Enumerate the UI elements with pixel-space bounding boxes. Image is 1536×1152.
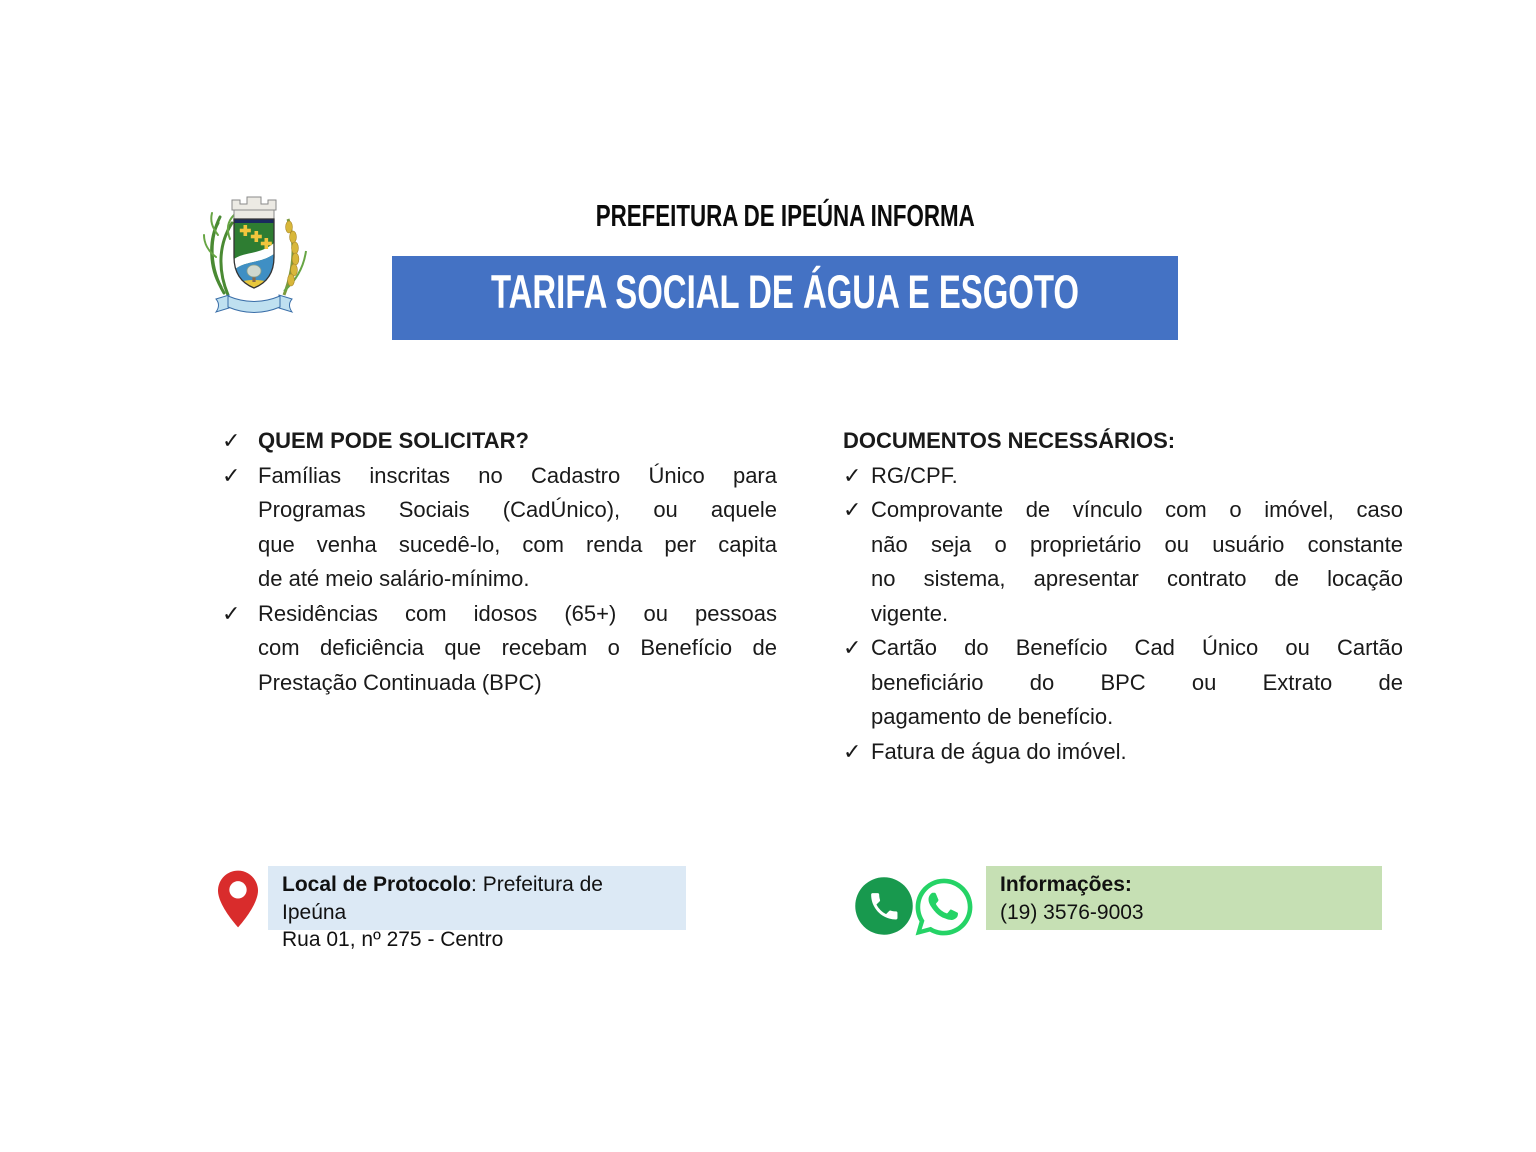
protocol-address: Rua 01, nº 275 - Centro: [282, 928, 504, 951]
column-required-documents: [843, 424, 1403, 769]
text-line: Programas Sociais (CadÚnico), ou aquele: [258, 497, 777, 522]
page-title: TARIFA SOCIAL DE ÁGUA E ESGOTO: [491, 264, 1079, 318]
text-line: Prestação Continuada (BPC): [258, 669, 542, 695]
list-item: [843, 631, 1403, 735]
text-line: Cartão do Benefício Cad Único ou Cartão: [871, 635, 1403, 660]
text-line: com deficiência que recebam o Benefício de: [258, 635, 777, 660]
city-coat-of-arms-logo: [188, 193, 320, 325]
section-title-left: QUEM PODE SOLICITAR?: [258, 428, 529, 453]
phone-icon: [854, 876, 914, 936]
section-title-right: DOCUMENTOS NECESSÁRIOS:: [843, 428, 1176, 453]
list-item-text: [871, 735, 1403, 770]
header-motto: PREFEITURA DE IPEÚNA INFORMA: [595, 198, 975, 233]
text-line: Famílias inscritas no Cadastro Único para: [258, 462, 777, 488]
list-item-text: [871, 459, 1403, 494]
check-icon: ✓: [843, 497, 862, 522]
list-item-text: [871, 631, 1403, 735]
text-line: Residências com idosos (65+) ou pessoas: [258, 600, 777, 626]
list-item-text: [871, 493, 1403, 631]
list-item-text: [258, 597, 777, 701]
check-icon: ✓: [843, 462, 862, 488]
list-item: [222, 597, 777, 701]
check-icon: ✓: [843, 738, 862, 764]
text-line: no sistema, apresentar contrato de locação: [871, 566, 1403, 591]
check-icon: ✓: [222, 600, 241, 626]
info-label: Informações:: [1000, 873, 1132, 896]
information-box: [986, 866, 1382, 930]
text-line: RG/CPF.: [871, 462, 958, 488]
whatsapp-icon: [913, 876, 975, 938]
info-phone-number: (19) 3576-9003: [1000, 900, 1144, 924]
text-line: que venha sucedê-lo, com renda per capita: [258, 531, 777, 557]
header-motto-row: [392, 198, 1178, 234]
check-icon: ✓: [843, 635, 862, 660]
text-line: Comprovante de vínculo com o imóvel, caso: [871, 497, 1403, 522]
list-item: [843, 459, 1403, 494]
list-item: [843, 493, 1403, 631]
location-pin-icon: [218, 870, 258, 928]
list-item: [843, 735, 1403, 770]
protocol-label: Local de Protocolo: [282, 873, 472, 896]
check-icon: ✓: [222, 462, 241, 488]
protocol-line: [282, 871, 672, 926]
list-item: [222, 424, 777, 459]
list-item-text: [258, 459, 777, 597]
title-banner: [392, 256, 1178, 340]
text-line: de até meio salário-mínimo.: [258, 566, 530, 591]
text-line: pagamento de benefício.: [871, 704, 1114, 729]
text-line: não seja o proprietário ou usuário constante: [871, 531, 1403, 557]
text-line: Fatura de água do imóvel.: [871, 738, 1127, 764]
list-item: [222, 459, 777, 597]
check-icon: ✓: [222, 428, 241, 453]
text-line: beneficiário do BPC ou Extrato de: [871, 669, 1403, 695]
column-who-can-apply: [222, 424, 777, 700]
protocol-location-box: [268, 866, 686, 951]
text-line: vigente.: [871, 600, 949, 626]
protocol-value: : Prefeitura de Ipeúna: [282, 873, 603, 924]
